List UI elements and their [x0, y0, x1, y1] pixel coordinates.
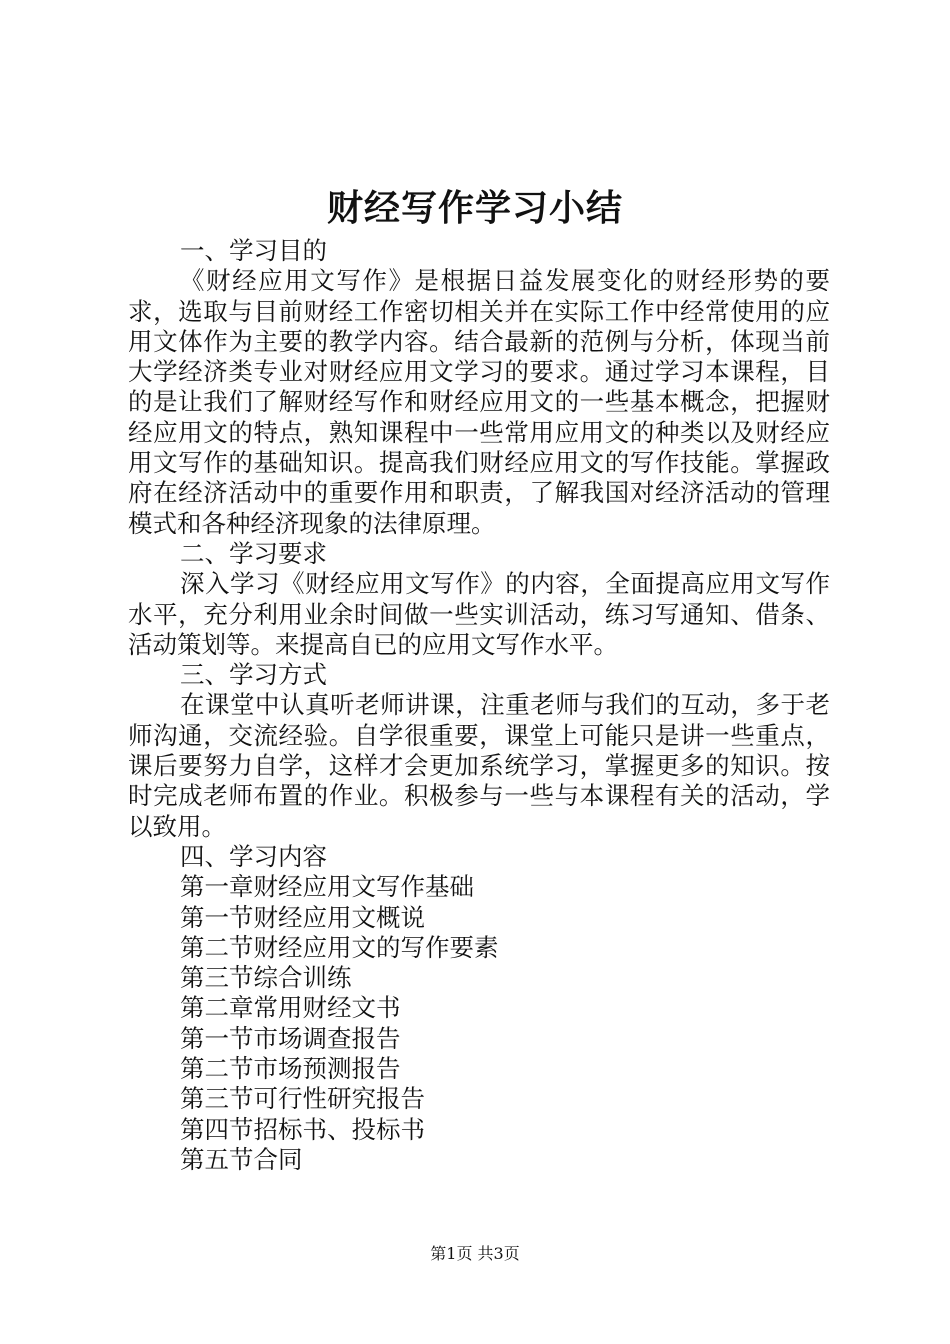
section-paragraph-method: 在课堂中认真听老师讲课，注重老师与我们的互动，多于老师沟通，交流经验。自学很重要，课堂上可能只是讲一些重点，课后要努力自学，这样才会更加系统学习，掌握更多的知识。按时完成老师布置的作业。积极参与一些与本课程有关的活动，学以致用。 [128, 690, 830, 841]
outline-item: 第二章常用财经文书 [180, 993, 401, 1023]
section-paragraph-requirements: 深入学习《财经应用文写作》的内容，全面提高应用文写作水平，充分利用业余时间做一些实训活动，练习写通知、借条、活动策划等。来提高自已的应用文写作水平。 [128, 569, 830, 659]
outline-item: 第三节综合训练 [180, 963, 352, 993]
outline-item: 第三节可行性研究报告 [180, 1084, 425, 1114]
content-outline-list [128, 872, 830, 1175]
outline-item: 第五节合同 [180, 1144, 303, 1174]
section-heading-content: 四、学习内容 [180, 841, 327, 871]
outline-item: 第二节市场预测报告 [180, 1054, 401, 1084]
section-heading-purpose: 一、学习目的 [180, 236, 327, 265]
section-heading-requirements: 二、学习要求 [180, 538, 327, 568]
outline-item: 第二节财经应用文的写作要素 [180, 932, 499, 962]
page-footer: 第1页 共3页 [430, 1244, 520, 1263]
outline-item: 第四节招标书、投标书 [180, 1114, 425, 1144]
outline-item: 第一节市场调查报告 [180, 1023, 401, 1053]
outline-item: 第一章财经应用文写作基础 [180, 872, 474, 902]
section-heading-method: 三、学习方式 [180, 660, 327, 690]
document-body [128, 236, 830, 1175]
document-title: 财经写作学习小结 [326, 187, 623, 229]
outline-item: 第一节财经应用文概说 [180, 902, 425, 932]
section-paragraph-purpose: 《财经应用文写作》是根据日益发展变化的财经形势的要求，选取与目前财经工作密切相关并在实际工作中经常使用的应用文体作为主要的教学内容。结合最新的范例与分析，体现当前大学经济类专业对财经应用文学习的要求。通过学习本课程，目的是让我们了解财经写作和财经应用文的一些基本概念，把握财经应用文的特点，熟知课程中一些常用应用文的种类以及财经应用文写作的基础知识。提高我们财经应用文的写作技能。掌握政府在经济活动中的重要作用和职责，了解我国对经济活动的管理模式和各种经济现象的法律原理。 [128, 266, 830, 538]
